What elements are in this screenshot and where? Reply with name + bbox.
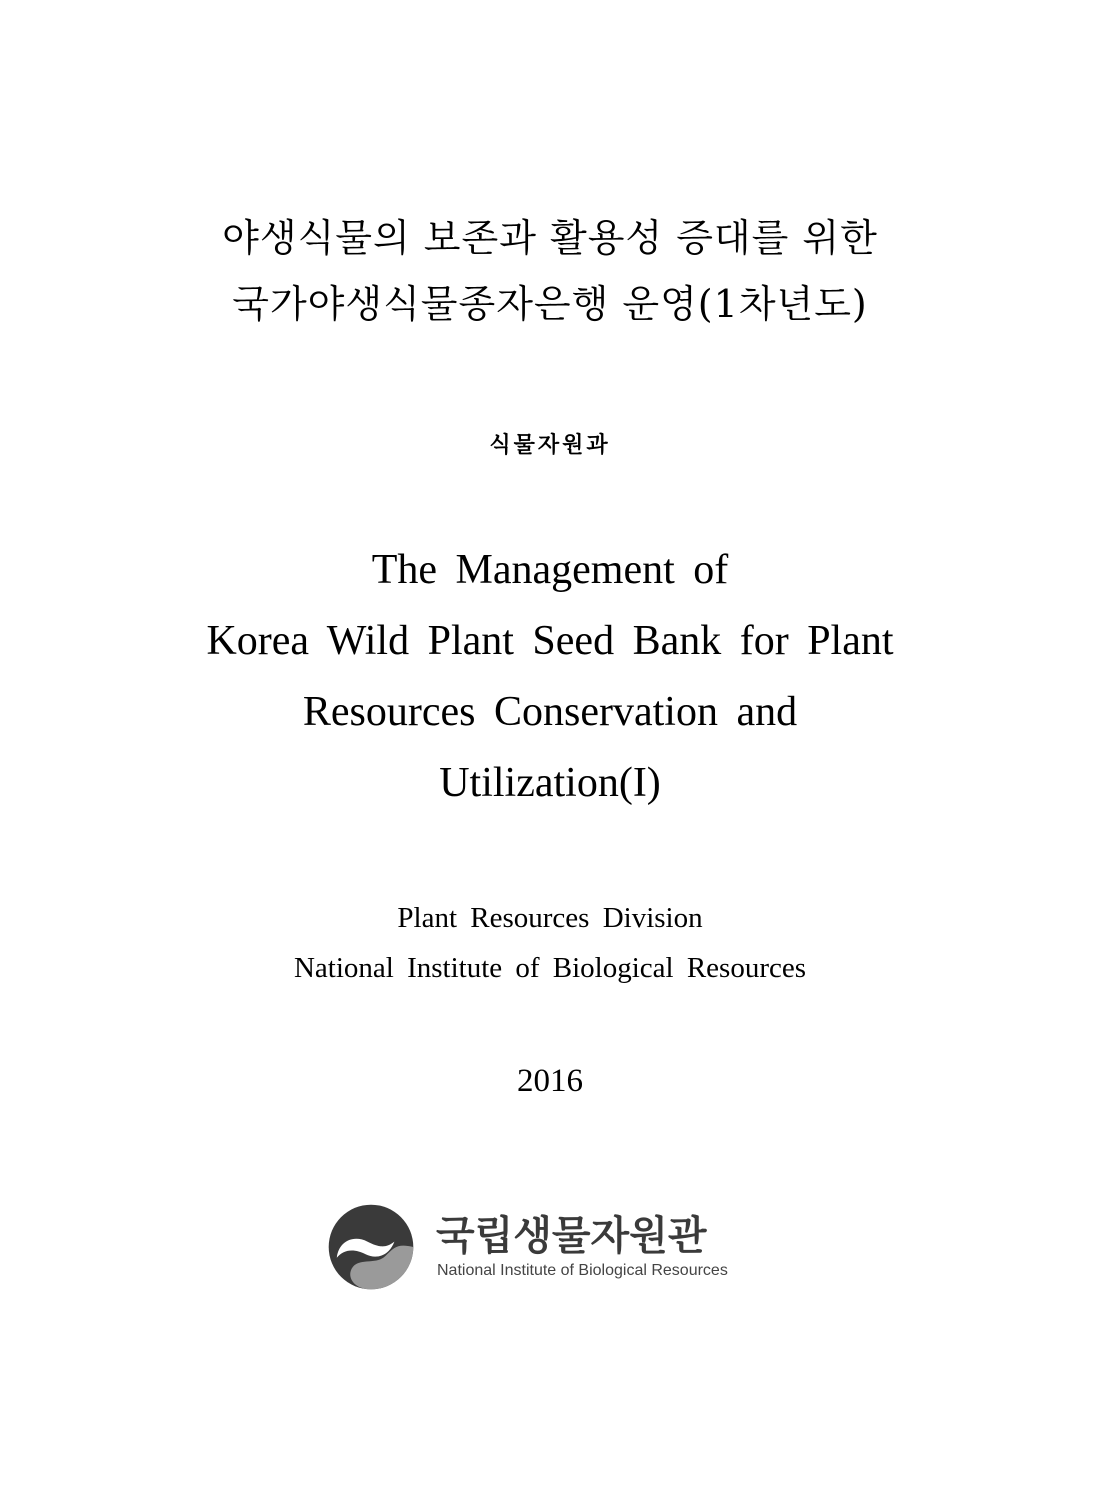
korean-title-line-2: 국가야생식물종자은행 운영(1차년도) (232, 282, 868, 326)
korean-department: 식물자원과 (489, 433, 611, 458)
logo-korean-name: 국립생물자원관 (436, 1213, 707, 1259)
english-organization (0, 893, 1100, 993)
korean-title (0, 205, 1100, 337)
logo-english-name: National Institute of Biological Resources (437, 1262, 728, 1279)
english-title-line-3: Resources Conservation and (302, 689, 798, 735)
english-title-line-2: Korea Wild Plant Seed Bank for Plant (206, 618, 894, 664)
institute-logo (326, 1200, 786, 1292)
english-title-line-1: The Management of (371, 547, 729, 593)
english-title-line-4: Utilization(I) (439, 760, 661, 806)
korean-title-line-1: 야생식물의 보존과 활용성 증대를 위한 (222, 216, 878, 260)
publication-year: 2016 (517, 1063, 583, 1099)
english-title (0, 535, 1100, 819)
division-name: Plant Resources Division (397, 902, 703, 934)
institute-name: National Institute of Biological Resources (293, 952, 807, 984)
nibr-emblem-icon (326, 1202, 416, 1292)
